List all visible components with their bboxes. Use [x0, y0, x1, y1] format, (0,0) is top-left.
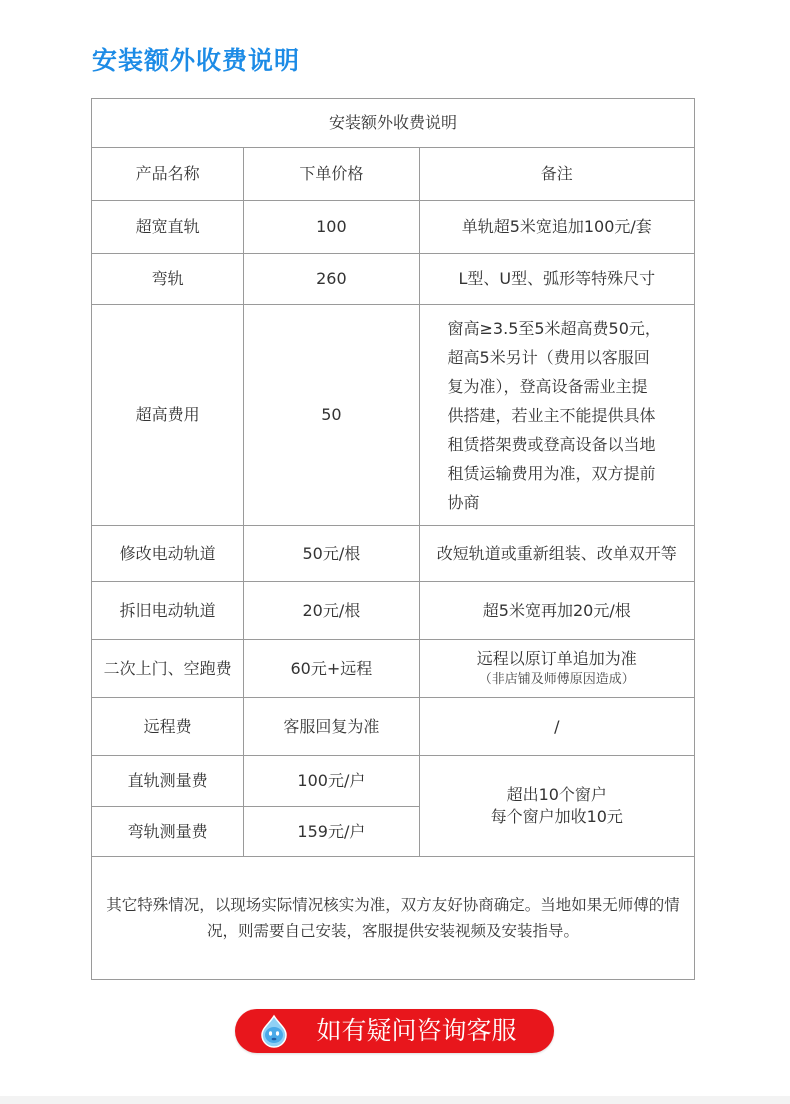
remark-line: 窗高≥3.5至5米超高费50元， — [447, 318, 661, 338]
table-caption: 安装额外收费说明 — [92, 99, 695, 148]
table-row — [92, 305, 695, 526]
header-order-price: 下单价格 — [244, 148, 419, 201]
table-row — [92, 254, 695, 305]
row-remark-multiline — [419, 305, 694, 526]
row-price: 100元/户 — [244, 756, 419, 807]
remark-line: 租赁运输费用为准，双方提前 — [447, 463, 656, 483]
remark-line: 超高5米另计（费用以客服回 — [447, 347, 650, 367]
row-price: 50元/根 — [244, 526, 419, 582]
table-row — [92, 756, 695, 807]
page-bottom-divider — [0, 1096, 790, 1104]
remark-line: 每个窗户加收10元 — [490, 807, 623, 826]
row-remark: 超5米宽再加20元/根 — [419, 582, 694, 640]
row-name: 二次上门、空跑费 — [92, 640, 244, 698]
table-header-row — [92, 148, 695, 201]
row-remark: / — [419, 698, 694, 756]
remark-line: 协商 — [447, 492, 480, 512]
measure-remark — [419, 756, 694, 857]
row-name: 直轨测量费 — [92, 756, 244, 807]
remark-sub: （非店铺及师傅原因造成） — [478, 671, 635, 687]
row-remark: 改短轨道或重新组装、改单双开等 — [419, 526, 694, 582]
table-row — [92, 526, 695, 582]
row-name: 超宽直轨 — [92, 201, 244, 254]
remark-line: 租赁搭架费或登高设备以当地 — [447, 434, 656, 454]
row-remark — [419, 640, 694, 698]
footer-note: 其它特殊情况，以现场实际情况核实为准，双方友好协商确定。当地如果无师傅的情况，则需要自己安装，客服提供安装视频及安装指导。 — [92, 857, 695, 980]
row-price: 客服回复为准 — [244, 698, 419, 756]
row-name: 弯轨测量费 — [92, 807, 244, 857]
contact-service-button[interactable] — [235, 1009, 554, 1053]
row-remark: L型、U型、弧形等特殊尺寸 — [419, 254, 694, 305]
header-remark: 备注 — [419, 148, 694, 201]
row-price: 50 — [244, 305, 419, 526]
page-title: 安装额外收费说明 — [92, 46, 301, 75]
remark-main: 远程以原订单追加为准 — [476, 648, 637, 668]
row-price: 100 — [244, 201, 419, 254]
row-name: 修改电动轨道 — [92, 526, 244, 582]
row-price: 260 — [244, 254, 419, 305]
table-row — [92, 698, 695, 756]
row-name: 拆旧电动轨道 — [92, 582, 244, 640]
remark-line: 复为准），登高设备需业主提 — [447, 376, 648, 396]
customer-service-droplet-icon — [257, 1014, 291, 1048]
contact-service-label: 如有疑问咨询客服 — [316, 1016, 517, 1045]
row-price: 159元/户 — [244, 807, 419, 857]
remark-line: 超出10个窗户 — [506, 785, 607, 804]
row-name: 超高费用 — [92, 305, 244, 526]
table-row — [92, 640, 695, 698]
row-price: 20元/根 — [244, 582, 419, 640]
remark-line: 供搭建，若业主不能提供具体 — [447, 405, 656, 425]
fee-table — [91, 98, 695, 980]
header-product-name: 产品名称 — [92, 148, 244, 201]
row-name: 远程费 — [92, 698, 244, 756]
table-row — [92, 201, 695, 254]
table-row — [92, 582, 695, 640]
row-name: 弯轨 — [92, 254, 244, 305]
row-price: 60元+远程 — [244, 640, 419, 698]
row-remark: 单轨超5米宽追加100元/套 — [419, 201, 694, 254]
